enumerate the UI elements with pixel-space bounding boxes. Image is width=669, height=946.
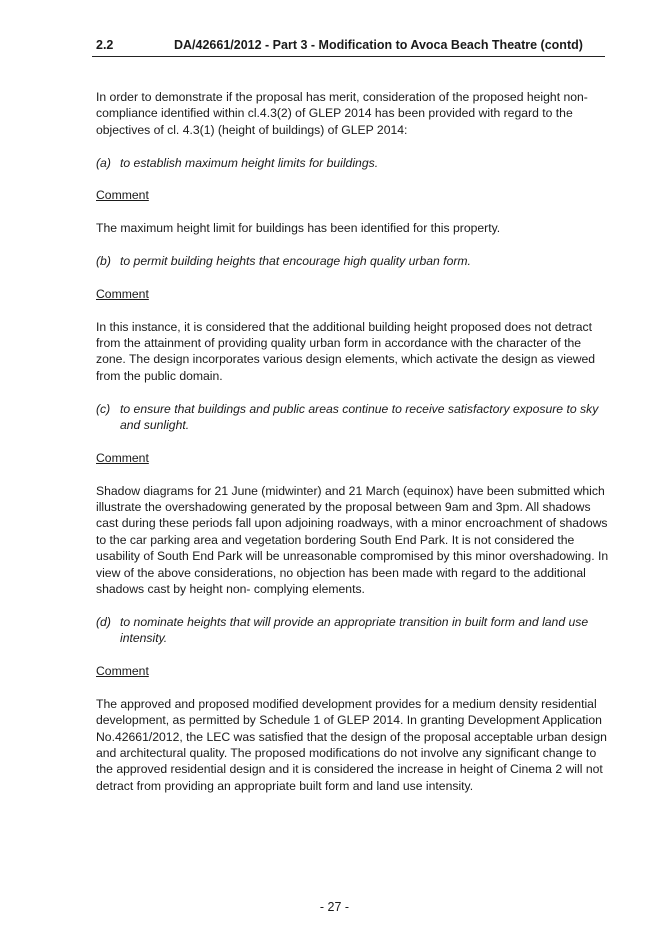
objective-text: to permit building heights that encourage high quality urban form.	[120, 254, 471, 268]
objective-letter: (d)	[96, 614, 111, 629]
page-number: - 27 -	[319, 900, 350, 914]
section-number: 2.2	[96, 38, 114, 52]
objective-a	[96, 155, 611, 171]
document-title: DA/42661/2012 - Part 3 - Modification to Avoca Beach Theatre (contd)	[174, 38, 583, 52]
objective-letter: (a)	[96, 155, 111, 170]
objective-text: to ensure that buildings and public areas continue to receive satisfactory exposure to sky and sunlight.	[120, 401, 599, 433]
comment-heading: Comment	[96, 450, 149, 465]
comment-paragraph: In this instance, it is considered that the additional building height proposed does not detract from the attainment of providing quality urban form in accordance with the character of the zone. The design incorporates various design elements, which activate the design as viewed from the public domain.	[96, 319, 596, 383]
comment-paragraph: Shadow diagrams for 21 June (midwinter) and 21 March (equinox) have been submitted which illustrate the overshadowing generated by the proposal between 9am and 3pm. All shadows cast during these periods fall upon adjoining roadways, with a minor encroachment of shadows to the car parking area and vegetation bordering South End Park. It is not considered the usability of South End Park will be unreasonable compromised by this minor overshadowing. In view of the above considerations, no objection has been made with regard to the additional shadows cast by height non- complying elements.	[96, 483, 609, 597]
comment-heading: Comment	[96, 664, 149, 679]
comment-paragraph: The maximum height limit for buildings has been identified for this property.	[96, 221, 501, 236]
objective-d	[96, 614, 611, 647]
comment-paragraph: The approved and proposed modified development provides for a medium density residential development, as permitted by Schedule 1 of GLEP 2014. In granting Development Application No.42661/2012, the LEC was satisfied that the design of the proposal acceptable urban design and architectural quality. The proposed modifications do not involve any significant change to the approved residential design and it is considered the increase in height of Cinema 2 will not detract from providing an appropriate built form and land use intensity.	[96, 696, 607, 793]
objective-letter: (b)	[96, 254, 111, 268]
document-body	[96, 89, 611, 811]
objective-text: to establish maximum height limits for buildings.	[120, 155, 379, 170]
objective-text: to nominate heights that will provide an appropriate transition in built form and land use intensity.	[120, 614, 589, 646]
objective-c	[96, 401, 611, 434]
page-header	[92, 36, 605, 57]
objective-b	[96, 253, 611, 269]
comment-heading: Comment	[96, 286, 149, 301]
intro-paragraph: In order to demonstrate if the proposal has merit, consideration of the proposed height non-compliance identified within cl.4.3(2) of GLEP 2014 has been provided with regard to the objectives of cl. 4.3(1) (height of buildings) of GLEP 2014:	[96, 90, 588, 137]
objective-letter: (c)	[96, 401, 111, 416]
comment-heading: Comment	[96, 188, 149, 203]
